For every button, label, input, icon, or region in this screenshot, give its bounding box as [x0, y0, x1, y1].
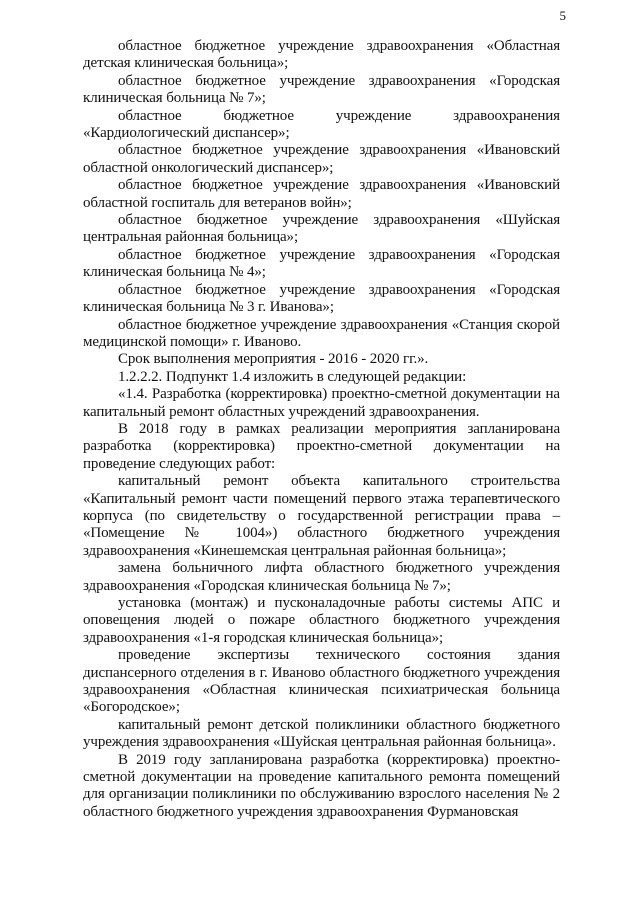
paragraph-15: замена больничного лифта областного бюджетного учреждения здравоохранения «Городская клиническая больница № 7»;	[83, 560, 560, 594]
paragraph-18: капитальный ремонт детской поликлиники областного бюджетного учреждения здравоохранения «Шуйская центральная районная больница».	[83, 716, 560, 751]
paragraph-8: областное бюджетное учреждение здравоохранения «Городская клиническая больница № 3 г. Иванова»;	[83, 281, 560, 316]
paragraph-6: областное бюджетное учреждение здравоохранения «Шуйская центральная районная больница»;	[83, 212, 560, 246]
paragraph-2: областное бюджетное учреждение здравоохранения «Городская клиническая больница № 7»;	[83, 72, 560, 107]
paragraph-4: областное бюджетное учреждение здравоохранения «Ивановский областной онкологический диспансер»;	[83, 142, 560, 176]
paragraph-17: проведение экспертизы технического состояния здания диспансерного отделения в г. Иваново областного бюджетного учреждения здравоохранения «Областная клиническая психиатрическая больница «Богородское»;	[83, 647, 560, 716]
paragraph-1: областное бюджетное учреждение здравоохранения «Областная детская клиническая больница»;	[83, 38, 560, 72]
paragraph-9: областное бюджетное учреждение здравоохранения «Станция скорой медицинской помощи» г. Иваново.	[83, 316, 560, 350]
paragraph-12: «1.4. Разработка (корректировка) проектно-сметной документации на капитальный ремонт областных учреждений здравоохранения.	[83, 386, 560, 420]
paragraph-5: областное бюджетное учреждение здравоохранения «Ивановский областной госпиталь для ветеранов войн»;	[83, 177, 560, 211]
paragraph-3: областное бюджетное учреждение здравоохранения «Кардиологический диспансер»;	[83, 107, 560, 142]
paragraph-16: установка (монтаж) и пусконаладочные работы системы АПС и оповещения людей о пожаре областного бюджетного учреждения здравоохранения «1-я городская клиническая больница»;	[83, 595, 560, 646]
paragraph-13: В 2018 году в рамках реализации мероприятия запланирована разработка (корректировка) проектно-сметной документации на проведение следующих работ:	[83, 420, 560, 472]
page-number: 5	[559, 8, 566, 23]
paragraph-11: 1.2.2.2. Подпункт 1.4 изложить в следующей редакции:	[118, 368, 467, 385]
paragraph-14: капитальный ремонт объекта капитального строительства «Капитальный ремонт части помещений первого этажа терапевтического корпуса (по свидетельству о государственной регистрации права – «Помещение № 1004») областного бюджетного учреждения здравоохранения «Кинешемская центральная районная больница»;	[83, 473, 560, 559]
document-body	[83, 38, 560, 821]
paragraph-10: Срок выполнения мероприятия - 2016 - 2020 гг.».	[118, 351, 429, 368]
paragraph-19: В 2019 году запланирована разработка (корректировка) проектно-сметной документации на проведение капитального ремонта помещений для организации поликлиники по обслуживанию взрослого населения № 2 областного бюджетного учреждения здравоохранения Фурмановская	[83, 751, 560, 820]
paragraph-7: областное бюджетное учреждение здравоохранения «Городская клиническая больница № 4»;	[83, 246, 560, 281]
